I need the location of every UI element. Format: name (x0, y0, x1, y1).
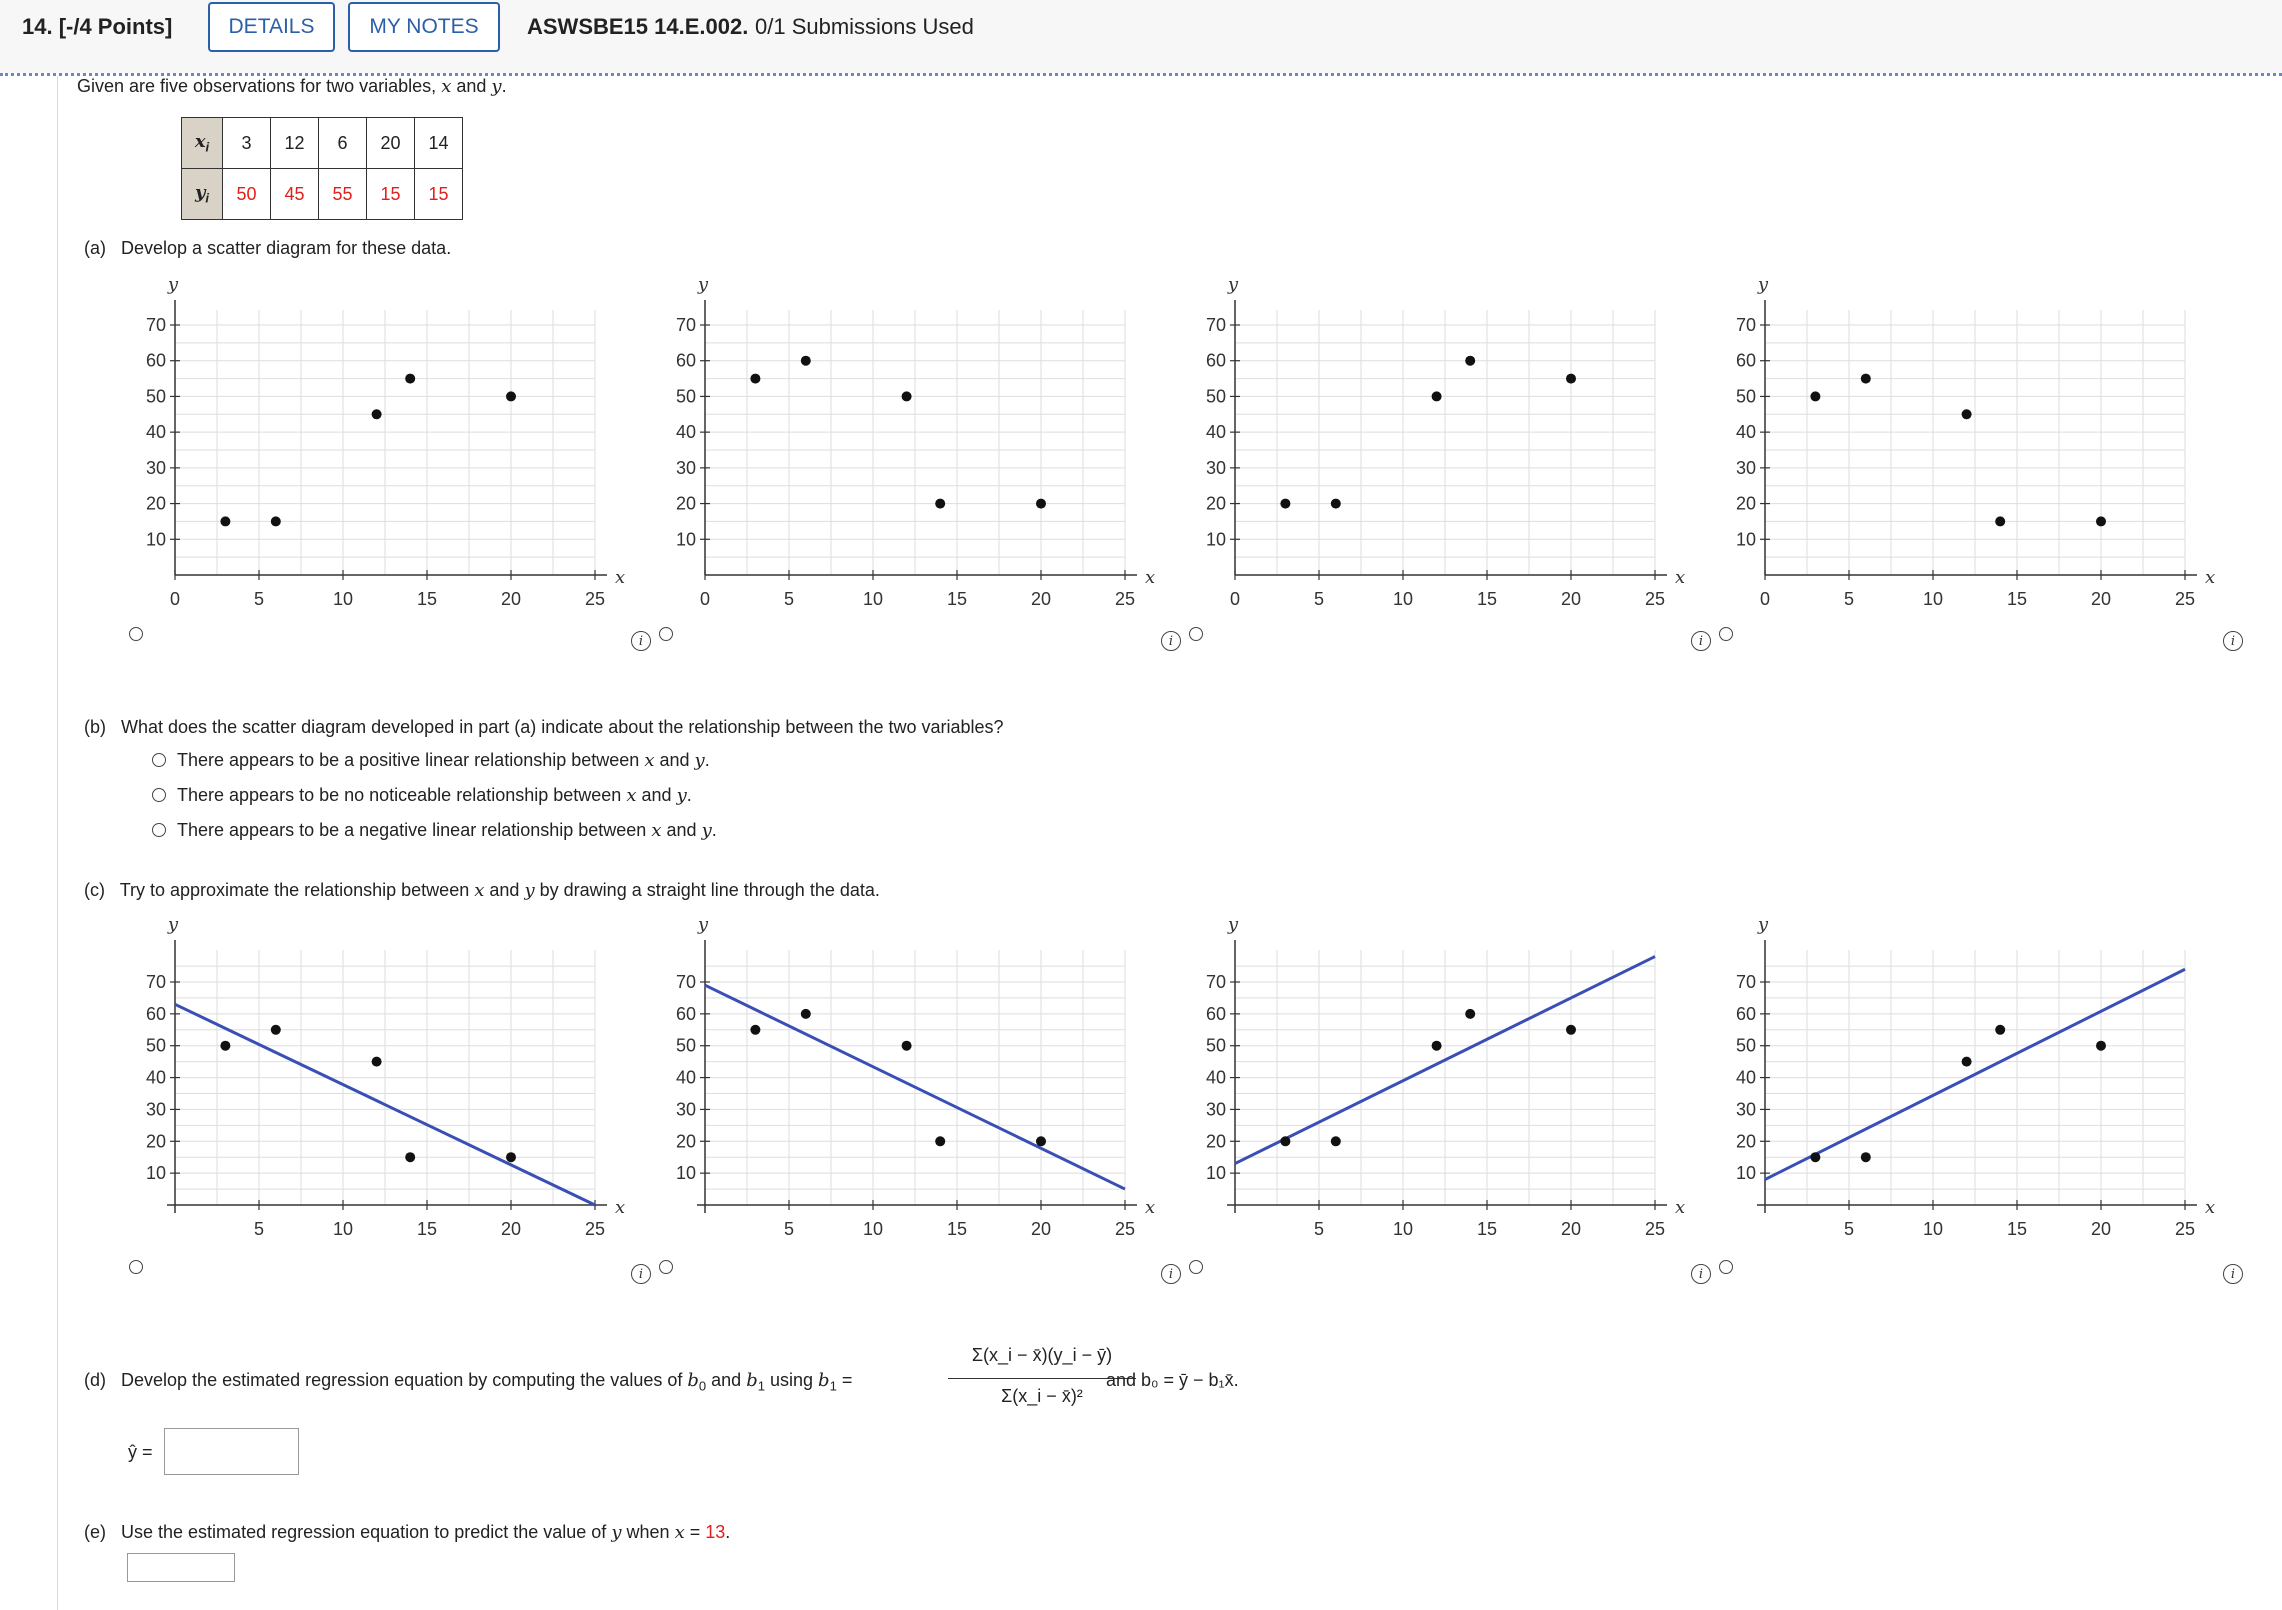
data-point (2096, 516, 2106, 526)
data-point (372, 1057, 382, 1067)
my-notes-button[interactable]: MY NOTES (348, 2, 500, 52)
data-point (372, 409, 382, 419)
x-tick-label: 0 (1229, 589, 1241, 609)
data-point (1432, 1041, 1442, 1051)
y-tick-label: 40 (675, 1067, 696, 1088)
data-point (1566, 374, 1576, 384)
y-tick-label: 20 (1205, 493, 1226, 514)
data-point (1465, 356, 1475, 366)
info-icon[interactable]: i (1161, 631, 1181, 651)
data-point (1962, 409, 1972, 419)
y-tick-label: 50 (675, 1035, 696, 1056)
x-tick-label: 0 (1759, 589, 1771, 609)
y-tick-label: 30 (1205, 457, 1226, 478)
x-tick-label: 10 (1392, 1219, 1414, 1239)
x-tick-label: 5 (783, 589, 795, 609)
y-tick-label: 20 (675, 1131, 696, 1152)
data-point (1962, 1057, 1972, 1067)
y-row (182, 169, 463, 220)
x-axis-label: x (2205, 1197, 2216, 1218)
line-chart-c-3 (1160, 910, 1700, 1250)
y-tick-label: 40 (675, 422, 696, 443)
part-c-prompt: (c) Try to approximate the relationship between x and y by drawing a straight line through the data. (84, 880, 880, 901)
x-tick-label: 20 (500, 1219, 522, 1239)
x-tick-label: 25 (584, 589, 606, 609)
y-value-cell: 15 (367, 169, 415, 220)
submissions-used: 0/1 Submissions Used (755, 14, 974, 39)
data-point (750, 1025, 760, 1035)
y-tick-label: 30 (1735, 457, 1756, 478)
info-icon[interactable]: i (631, 631, 651, 651)
y-tick-label: 70 (1205, 972, 1226, 992)
y-axis-label: y (697, 274, 709, 295)
y-tick-label: 60 (1205, 1003, 1226, 1024)
scatter-chart-a-4 (1690, 270, 2230, 610)
line-chart-c-4 (1690, 910, 2230, 1250)
y-tick-label: 20 (145, 493, 166, 514)
y-axis-label: y (1757, 274, 1769, 295)
y-tick-label: 50 (1205, 1035, 1226, 1056)
x-tick-label: 25 (1644, 589, 1666, 609)
y-tick-label: 10 (1205, 529, 1226, 550)
x-tick-label: 15 (416, 1219, 438, 1239)
data-point (405, 1152, 415, 1162)
info-icon[interactable]: i (1691, 1264, 1711, 1284)
data-point (220, 1041, 230, 1051)
radio-option-c-4[interactable] (1719, 1260, 1733, 1274)
yhat-label: ŷ = (128, 1442, 153, 1462)
y-tick-label: 10 (675, 529, 696, 550)
y-tick-label: 70 (1735, 972, 1756, 992)
line-chart-c-2 (630, 910, 1170, 1250)
x-tick-label: 5 (253, 589, 265, 609)
y-value-cell: 50 (223, 169, 271, 220)
data-point (1280, 499, 1290, 509)
y-tick-label: 70 (1205, 315, 1226, 335)
x-tick-label: 20 (2090, 589, 2112, 609)
scatter-chart-a-1 (100, 270, 640, 610)
x-tick-label: 15 (946, 589, 968, 609)
y-tick-label: 50 (1735, 386, 1756, 407)
data-point (271, 516, 281, 526)
x-tick-label: 5 (253, 1219, 265, 1239)
part-d-prompt: (d) Develop the estimated regression equation by computing the values of $b_0$ and $b_1$ using $b_1$ = (84, 1370, 853, 1394)
data-point (1036, 1136, 1046, 1146)
data-point (271, 1025, 281, 1035)
y-tick-label: 70 (145, 315, 166, 335)
x-tick-label: 15 (1476, 1219, 1498, 1239)
x-tick-label: 10 (1922, 589, 1944, 609)
y-tick-label: 30 (1735, 1099, 1756, 1120)
question-code: ASWSBE15 14.E.002. (527, 14, 749, 39)
data-point (1465, 1009, 1475, 1019)
data-point (1331, 1136, 1341, 1146)
x-tick-label: 10 (862, 1219, 884, 1239)
radio-negative-relationship[interactable] (152, 823, 166, 837)
x-tick-label: 5 (1843, 1219, 1855, 1239)
question-header (0, 0, 2282, 73)
y-tick-label: 70 (1735, 315, 1756, 335)
x-tick-label: 15 (1476, 589, 1498, 609)
y-tick-label: 50 (675, 386, 696, 407)
x-tick-label: 20 (500, 589, 522, 609)
y-tick-label: 30 (675, 457, 696, 478)
x-tick-label: 0 (699, 589, 711, 609)
x-tick-label: 20 (1560, 589, 1582, 609)
y-value-cell: 15 (415, 169, 463, 220)
y-tick-label: 10 (145, 1163, 166, 1184)
x-header: $x_i$ (182, 118, 223, 169)
y-tick-label: 70 (675, 972, 696, 992)
y-axis-label: y (1757, 914, 1769, 935)
data-point (1861, 1152, 1871, 1162)
data-point (1810, 391, 1820, 401)
y-tick-label: 60 (675, 1003, 696, 1024)
y-tick-label: 20 (1205, 1131, 1226, 1152)
y-axis-label: y (1227, 914, 1239, 935)
y-tick-label: 10 (1735, 1163, 1756, 1184)
data-point (801, 1009, 811, 1019)
y-tick-label: 50 (145, 1035, 166, 1056)
data-point (935, 499, 945, 509)
y-tick-label: 50 (145, 386, 166, 407)
x-axis-label: x (1145, 1197, 1156, 1218)
y-axis-label: y (167, 274, 179, 295)
x-axis-label: x (1675, 1197, 1686, 1218)
y-tick-label: 40 (1205, 1067, 1226, 1088)
x-axis-label: x (1145, 567, 1156, 588)
x-tick-label: 25 (1644, 1219, 1666, 1239)
data-point (801, 356, 811, 366)
y-tick-label: 10 (1735, 529, 1756, 550)
scatter-chart-a-3 (1160, 270, 1700, 610)
regression-equation-input[interactable] (164, 1428, 299, 1475)
part-e-prompt: (e) Use the estimated regression equation to predict the value of y when x = 13. (84, 1522, 731, 1543)
y-tick-label: 30 (145, 1099, 166, 1120)
y-tick-label: 60 (1735, 350, 1756, 371)
y-tick-label: 40 (1735, 1067, 1756, 1088)
intro-text: Given are five observations for two variables, x and y. (77, 76, 507, 97)
y-tick-label: 20 (1735, 493, 1756, 514)
x-axis-label: x (615, 567, 626, 588)
observations-table (181, 117, 463, 220)
data-point (1810, 1152, 1820, 1162)
data-point (220, 516, 230, 526)
y-tick-label: 40 (1205, 422, 1226, 443)
formula-tail: and b₀ = ȳ − b₁x̄. (1106, 1370, 1239, 1390)
data-point (1036, 499, 1046, 509)
y-tick-label: 10 (1205, 1163, 1226, 1184)
data-point (506, 1152, 516, 1162)
y-tick-label: 40 (145, 1067, 166, 1088)
y-tick-label: 60 (1205, 350, 1226, 371)
x-value-cell: 20 (367, 118, 415, 169)
radio-option-a-1[interactable] (129, 627, 143, 641)
x-tick-label: 25 (1114, 589, 1136, 609)
x-tick-label: 20 (2090, 1219, 2112, 1239)
data-point (1331, 499, 1341, 509)
y-tick-label: 30 (1205, 1099, 1226, 1120)
y-tick-label: 10 (675, 1163, 696, 1184)
x-value-cell: 3 (223, 118, 271, 169)
x-tick-label: 20 (1560, 1219, 1582, 1239)
x-tick-label: 5 (1843, 589, 1855, 609)
y-axis-label: y (697, 914, 709, 935)
x-tick-label: 10 (332, 589, 354, 609)
x-value-cell: 6 (319, 118, 367, 169)
data-point (1995, 516, 2005, 526)
y-tick-label: 10 (145, 529, 166, 550)
y-tick-label: 40 (1735, 422, 1756, 443)
option-none-text: There appears to be no noticeable relationship between x and y. (177, 785, 692, 806)
x-axis-label: x (1675, 567, 1686, 588)
info-icon[interactable]: i (631, 1264, 651, 1284)
x-tick-label: 5 (1313, 589, 1325, 609)
x-value-cell: 12 (271, 118, 319, 169)
data-point (1861, 374, 1871, 384)
y-axis-label: y (167, 914, 179, 935)
option-positive-text: There appears to be a positive linear relationship between x and y. (177, 750, 710, 771)
line-chart-c-1 (100, 910, 640, 1250)
x-tick-label: 15 (946, 1219, 968, 1239)
data-point (2096, 1041, 2106, 1051)
radio-option-a-4[interactable] (1719, 627, 1733, 641)
x-axis-label: x (615, 1197, 626, 1218)
data-point (902, 391, 912, 401)
data-point (1566, 1025, 1576, 1035)
x-tick-label: 15 (2006, 589, 2028, 609)
x-tick-label: 0 (169, 589, 181, 609)
x-axis-label: x (2205, 567, 2216, 588)
y-tick-label: 30 (675, 1099, 696, 1120)
y-tick-label: 40 (145, 422, 166, 443)
details-button[interactable]: DETAILS (208, 2, 335, 52)
radio-option-a-3[interactable] (1189, 627, 1203, 641)
data-point (1280, 1136, 1290, 1146)
radio-no-relationship[interactable] (152, 788, 166, 802)
x-tick-label: 5 (1313, 1219, 1325, 1239)
x-tick-label: 10 (862, 589, 884, 609)
data-point (506, 391, 516, 401)
y-tick-label: 50 (1735, 1035, 1756, 1056)
formula-denominator: Σ(x_i − x̄)² (1001, 1386, 1083, 1406)
data-point (1432, 391, 1442, 401)
data-point (405, 374, 415, 384)
left-rule (57, 76, 58, 1610)
y-tick-label: 30 (145, 457, 166, 478)
y-axis-label: y (1227, 274, 1239, 295)
radio-option-c-3[interactable] (1189, 1260, 1203, 1274)
data-point (750, 374, 760, 384)
y-value-cell: 45 (271, 169, 319, 220)
x-tick-label: 25 (1114, 1219, 1136, 1239)
y-tick-label: 20 (675, 493, 696, 514)
question-number: 14. [-/4 Points] (22, 14, 173, 39)
y-tick-label: 70 (145, 972, 166, 992)
radio-option-c-1[interactable] (129, 1260, 143, 1274)
part-a-prompt: (a) Develop a scatter diagram for these data. (84, 238, 452, 258)
y-value-cell: 55 (319, 169, 367, 220)
y-tick-label: 60 (145, 1003, 166, 1024)
y-header: $y_i$ (182, 169, 223, 220)
radio-option-a-2[interactable] (659, 627, 673, 641)
y-tick-label: 20 (1735, 1131, 1756, 1152)
x-tick-label: 20 (1030, 1219, 1052, 1239)
x-tick-label: 25 (584, 1219, 606, 1239)
x-value-highlight: 13 (705, 1522, 726, 1542)
x-row (182, 118, 463, 169)
y-tick-label: 50 (1205, 386, 1226, 407)
info-icon[interactable]: i (2223, 631, 2243, 651)
x-tick-label: 10 (332, 1219, 354, 1239)
y-tick-label: 60 (675, 350, 696, 371)
scatter-chart-a-2 (630, 270, 1170, 610)
data-point (902, 1041, 912, 1051)
data-point (935, 1136, 945, 1146)
y-tick-label: 20 (145, 1131, 166, 1152)
info-icon[interactable]: i (2223, 1264, 2243, 1284)
x-tick-label: 25 (2174, 1219, 2196, 1239)
x-value-cell: 14 (415, 118, 463, 169)
x-tick-label: 5 (783, 1219, 795, 1239)
x-tick-label: 10 (1922, 1219, 1944, 1239)
radio-option-c-2[interactable] (659, 1260, 673, 1274)
option-negative-text: There appears to be a negative linear relationship between x and y. (177, 820, 717, 841)
x-tick-label: 15 (2006, 1219, 2028, 1239)
formula-numerator: Σ(x_i − x̄)(y_i − ȳ) (971, 1345, 1113, 1365)
x-tick-label: 15 (416, 589, 438, 609)
x-tick-label: 10 (1392, 589, 1414, 609)
x-tick-label: 20 (1030, 589, 1052, 609)
y-tick-label: 70 (675, 315, 696, 335)
y-tick-label: 60 (145, 350, 166, 371)
part-b-prompt: (b) What does the scatter diagram developed in part (a) indicate about the relationship between the two variables? (84, 717, 1004, 737)
info-icon[interactable]: i (1691, 631, 1711, 651)
x-tick-label: 25 (2174, 589, 2196, 609)
radio-positive-relationship[interactable] (152, 753, 166, 767)
info-icon[interactable]: i (1161, 1264, 1181, 1284)
data-point (1995, 1025, 2005, 1035)
y-tick-label: 60 (1735, 1003, 1756, 1024)
prediction-input[interactable] (127, 1553, 235, 1582)
